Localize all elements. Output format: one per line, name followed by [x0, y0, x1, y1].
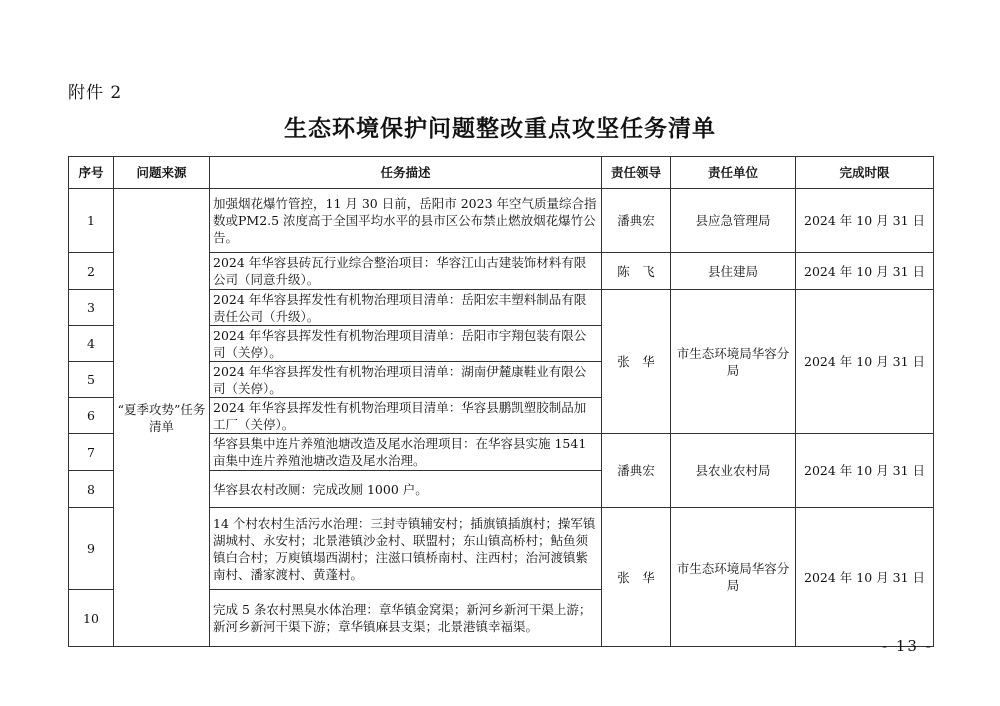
responsible-unit: 县住建局: [671, 253, 796, 290]
deadline: 2024 年 10 月 31 日: [796, 434, 934, 508]
responsible-unit: 市生态环境局华容分局: [671, 290, 796, 434]
row-number: 2: [69, 253, 114, 290]
row-number: 10: [69, 590, 114, 647]
table-row: [69, 189, 934, 253]
responsible-unit: 市生态环境局华容分局: [671, 508, 796, 647]
row-number: 5: [69, 362, 114, 398]
deadline: 2024 年 10 月 31 日: [796, 253, 934, 290]
responsible-leader: 张 华: [602, 508, 671, 647]
task-table: [68, 156, 934, 647]
responsible-leader: 陈 飞: [602, 253, 671, 290]
header-no: 序号: [69, 157, 114, 189]
table-header-row: [69, 157, 934, 189]
header-leader: 责任领导: [602, 157, 671, 189]
task-description: 14 个村农村生活污水治理：三封寺镇辅安村；插旗镇插旗村；操军镇湖城村、永安村；北景港镇沙金村、联盟村；东山镇高桥村；鲇鱼须镇白合村；万庾镇塌西湖村；注滋口镇桥南村、注西村；治河渡镇紫南村、潘家渡村、黄蓬村。: [210, 508, 602, 590]
responsible-unit: 县农业农村局: [671, 434, 796, 508]
task-description: 加强烟花爆竹管控，11 月 30 日前，岳阳市 2023 年空气质量综合指数或PM2.5 浓度高于全国平均水平的县市区公布禁止燃放烟花爆竹公告。: [210, 189, 602, 253]
header-deadline: 完成时限: [796, 157, 934, 189]
row-number: 7: [69, 434, 114, 471]
row-number: 6: [69, 398, 114, 434]
row-number: 1: [69, 189, 114, 253]
task-description: 2024 年华容县挥发性有机物治理项目清单：华容县鹏凯塑胶制品加工厂（关停）。: [210, 398, 602, 434]
header-desc: 任务描述: [210, 157, 602, 189]
header-source: 问题来源: [114, 157, 210, 189]
responsible-leader: 张 华: [602, 290, 671, 434]
responsible-leader: 潘典宏: [602, 189, 671, 253]
deadline: 2024 年 10 月 31 日: [796, 508, 934, 647]
deadline: 2024 年 10 月 31 日: [796, 290, 934, 434]
task-description: 2024 年华容县挥发性有机物治理项目清单：湖南伊麓康鞋业有限公司（关停）。: [210, 362, 602, 398]
task-description: 2024 年华容县挥发性有机物治理项目清单：岳阳市宇翔包装有限公司（关停）。: [210, 326, 602, 362]
task-description: 完成 5 条农村黑臭水体治理：章华镇金窝渠；新河乡新河干渠上游；新河乡新河干渠下游；章华镇麻县支渠；北景港镇幸福渠。: [210, 590, 602, 647]
task-description: 华容县农村改厕：完成改厕 1000 户。: [210, 471, 602, 508]
attachment-label: 附件 2: [68, 83, 123, 103]
task-description: 2024 年华容县挥发性有机物治理项目清单：岳阳宏丰塑料制品有限责任公司（升级）。: [210, 290, 602, 326]
row-number: 8: [69, 471, 114, 508]
deadline: 2024 年 10 月 31 日: [796, 189, 934, 253]
header-unit: 责任单位: [671, 157, 796, 189]
problem-source: “夏季攻势”任务清单: [114, 189, 210, 647]
task-description: 2024 年华容县砖瓦行业综合整治项目：华容江山古建装饰材料有限公司（同意升级）。: [210, 253, 602, 290]
page-number: - 13 -: [882, 637, 933, 655]
responsible-leader: 潘典宏: [602, 434, 671, 508]
document-title: 生态环境保护问题整改重点攻坚任务清单: [284, 116, 716, 142]
task-description: 华容县集中连片养殖池塘改造及尾水治理项目：在华容县实施 1541 亩集中连片养殖池塘改造及尾水治理。: [210, 434, 602, 471]
row-number: 3: [69, 290, 114, 326]
row-number: 9: [69, 508, 114, 590]
responsible-unit: 县应急管理局: [671, 189, 796, 253]
row-number: 4: [69, 326, 114, 362]
